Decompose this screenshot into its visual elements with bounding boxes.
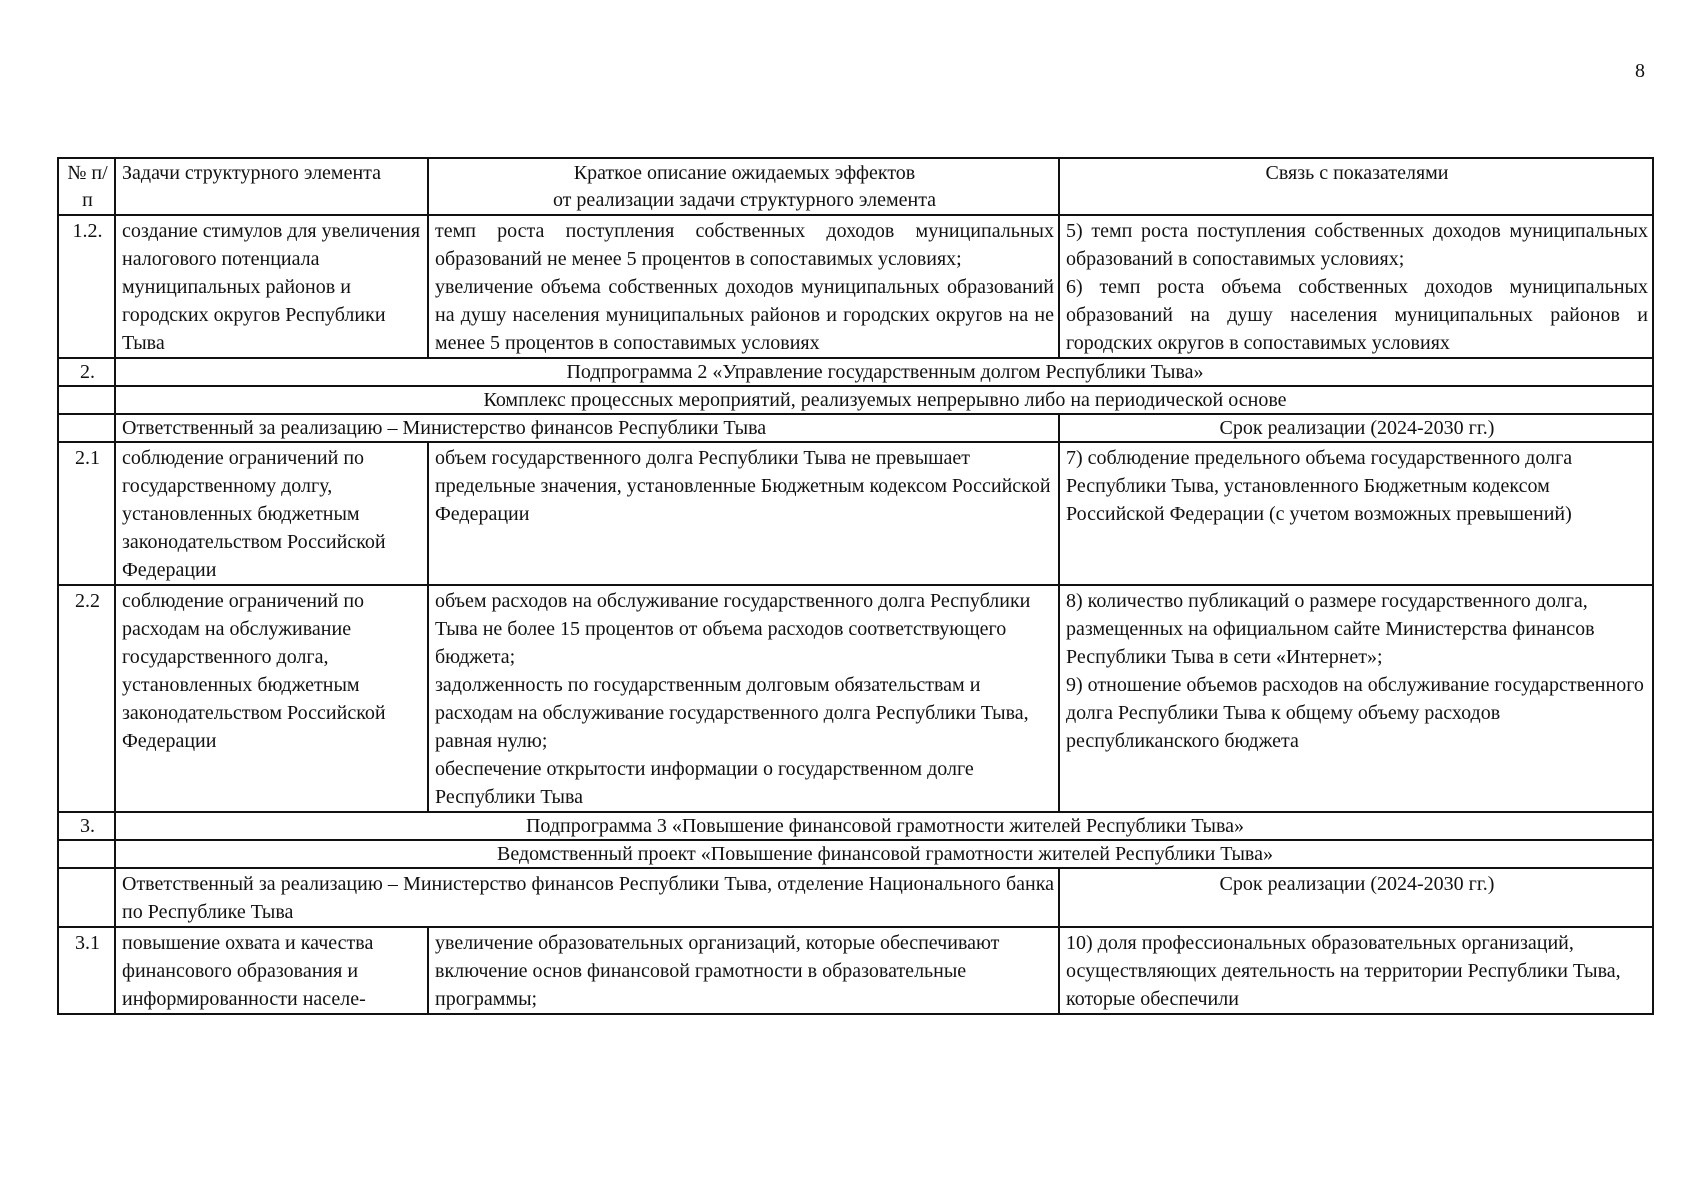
indicator-text: 8) количество публикаций о размере государственного долга, размещенных на официальном сайте Министерства финансов Республики Тыва в сети «Интернет»;	[1066, 590, 1595, 668]
effect-text: обеспечение открытости информации о государственном долге Республики Тыва	[435, 758, 974, 808]
table-header-row	[58, 158, 1653, 215]
indicator-text: 5) темп роста поступления собственных доходов муниципальных образований в сопоставимых условиях;	[1066, 220, 1648, 270]
row-number: 3.	[58, 812, 115, 840]
effects-cell	[428, 442, 1059, 585]
term-text: Срок реализации (2024-2030 гг.)	[1059, 414, 1653, 442]
header-tasks: Задачи структурного элемента	[115, 158, 428, 215]
term-text: Срок реализации (2024-2030 гг.)	[1059, 868, 1653, 927]
indicator-text: 9) отношение объемов расходов на обслуживание государственного долга Республики Тыва к общему объему расходов республиканского бюджета	[1066, 674, 1644, 752]
task-cell: соблюдение ограничений по государственному долгу, установленных бюджетным законодательством Российской Федерации	[115, 442, 428, 585]
header-effects-line2: от реализации задачи структурного элемента	[552, 189, 937, 211]
project-title: Ведомственный проект «Повышение финансовой грамотности жителей Республики Тыва»	[115, 840, 1653, 868]
indicator-text: 6) темп роста объема собственных доходов муниципальных образований на душу населения муниципальных районов и городских округов в сопоставимых условиях	[1066, 276, 1648, 354]
header-effects-line1: Краткое описание ожидаемых эффектов	[573, 162, 916, 184]
effect-text: задолженность по государственным долговым обязательствам и расходам на обслуживание государственного долга Республики Тыва, равная нулю;	[435, 674, 1029, 752]
complex-row	[58, 386, 1653, 414]
responsible-text: Ответственный за реализацию – Министерство финансов Республики Тыва	[115, 414, 1059, 442]
indicator-text: 7) соблюдение предельного объема государственного долга Республики Тыва, установленного Бюджетным кодексом Российской Федерации (с учетом возможных превышений)	[1066, 447, 1573, 525]
table-row	[58, 215, 1653, 358]
row-number: 2.2	[58, 585, 115, 812]
effect-text: увеличение объема собственных доходов муниципальных образований на душу населения муниципальных районов и городских округов на не менее 5 процентов в сопоставимых условиях	[435, 276, 1054, 354]
empty-cell	[58, 840, 115, 868]
link-cell	[1059, 215, 1653, 358]
indicators-table	[57, 157, 1654, 1015]
responsible-row	[58, 868, 1653, 927]
link-cell	[1059, 927, 1653, 1014]
effect-text: увеличение образовательных организаций, которые обеспечивают включение основ финансовой грамотности в образовательные программы;	[435, 932, 1000, 1010]
effects-cell	[428, 215, 1059, 358]
task-cell: создание стимулов для увеличения налогового потенциала муниципальных районов и городских округов Республики Тыва	[115, 215, 428, 358]
table-row	[58, 585, 1653, 812]
header-link: Связь с показателями	[1059, 158, 1653, 215]
responsible-row	[58, 414, 1653, 442]
table-row	[58, 927, 1653, 1014]
effect-text: объем государственного долга Республики Тыва не превышает предельные значения, установленные Бюджетным кодексом Российской Федерации	[435, 447, 1051, 525]
indicator-text: 10) доля профессиональных образовательных организаций, осуществляющих деятельность на территории Республики Тыва, которые обеспечили	[1066, 932, 1621, 1010]
empty-cell	[58, 414, 115, 442]
table-row	[58, 442, 1653, 585]
row-number: 1.2.	[58, 215, 115, 358]
empty-cell	[58, 868, 115, 927]
row-number: 2.	[58, 358, 115, 386]
subprogram-title: Подпрограмма 3 «Повышение финансовой грамотности жителей Республики Тыва»	[115, 812, 1653, 840]
effect-text: темп роста поступления собственных доходов муниципальных образований не менее 5 процентов в сопоставимых условиях;	[435, 220, 1054, 270]
project-row	[58, 840, 1653, 868]
effect-text: объем расходов на обслуживание государственного долга Республики Тыва не более 15 процентов от объема расходов соответствующего бюджета;	[435, 590, 1031, 668]
task-cell: соблюдение ограничений по расходам на обслуживание государственного долга, установленных бюджетным законодательством Российской Федерации	[115, 585, 428, 812]
complex-title: Комплекс процессных мероприятий, реализуемых непрерывно либо на периодической основе	[115, 386, 1653, 414]
effects-cell	[428, 927, 1059, 1014]
responsible-text: Ответственный за реализацию – Министерство финансов Республики Тыва, отделение Национального банка по Республике Тыва	[115, 868, 1059, 927]
header-num: № п/п	[58, 158, 115, 215]
empty-cell	[58, 386, 115, 414]
link-cell	[1059, 442, 1653, 585]
header-effects	[428, 158, 1059, 215]
row-number: 2.1	[58, 442, 115, 585]
page-number: 8	[1635, 60, 1645, 82]
row-number: 3.1	[58, 927, 115, 1014]
subprogram-row	[58, 358, 1653, 386]
task-cell: повышение охвата и качества финансового образования и информированности населе-	[115, 927, 428, 1014]
effects-cell	[428, 585, 1059, 812]
link-cell	[1059, 585, 1653, 812]
subprogram-title: Подпрограмма 2 «Управление государственным долгом Республики Тыва»	[115, 358, 1653, 386]
subprogram-row	[58, 812, 1653, 840]
